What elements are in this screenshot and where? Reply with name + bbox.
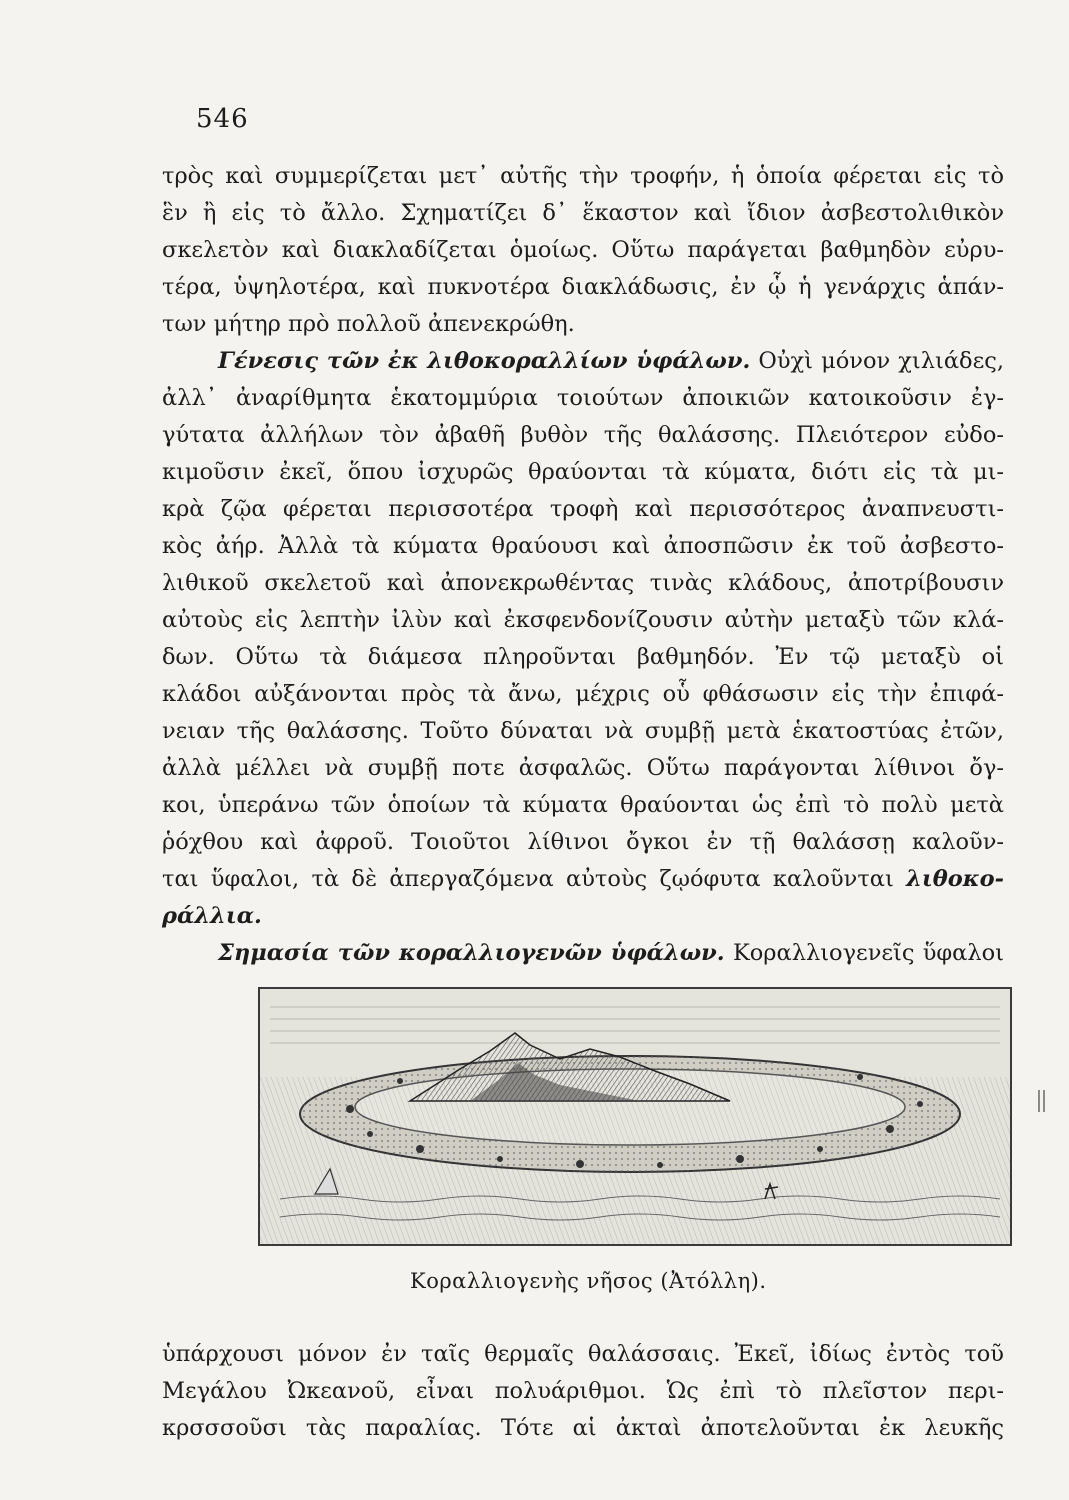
margin-mark	[1043, 1090, 1045, 1112]
text-line: των μήτηρ πρὸ πολλοῦ ἀπενεκρώθη.	[162, 311, 575, 337]
term: λιθοκο-	[906, 866, 1004, 892]
section-heading-line	[218, 345, 1004, 377]
text-line: κρσσσοῦσι τὰς παραλίας. Τότε αἱ ἀκταὶ ἀποτελοῦνται ἐκ λευκῆς	[162, 1415, 1004, 1441]
text-line: κὸς ἀήρ. Ἀλλὰ τὰ κύματα θραύουσι καὶ ἀποσπῶσιν ἐκ τοῦ ἀσβεστο-	[162, 533, 1004, 559]
page-number: 546	[196, 104, 249, 134]
text-run: Οὐχὶ μόνον χιλιάδες,	[758, 348, 1004, 374]
atoll-illustration	[258, 987, 1012, 1246]
text-line	[162, 863, 1004, 895]
text-line: τέρα, ὑψηλοτέρα, καὶ πυκνοτέρα διακλάδωσις, ἐν ᾧ ἡ γενάρχις ἁπάν-	[162, 274, 1004, 300]
text-line: ὑπάρχουσι μόνον ἐν ταῖς θερμαῖς θαλάσσαις. Ἐκεῖ, ἰδίως ἐντὸς τοῦ	[162, 1341, 1004, 1367]
text-line: κλάδοι αὐξάνονται πρὸς τὰ ἄνω, μέχρις οὗ φθάσωσιν εἰς τὴν ἐπιφά-	[162, 681, 1004, 707]
text-line: ἓν ἢ εἰς τὸ ἄλλο. Σχηματίζει δ᾽ ἕκαστον καὶ ἴδιον ἀσβεστολιθικὸν	[162, 200, 1004, 226]
text-line: δων. Οὕτω τὰ διάμεσα πληροῦνται βαθμηδόν. Ἐν τῷ μεταξὺ οἱ	[162, 644, 1004, 670]
text-line: τρὸς καὶ συμμερίζεται μετ᾽ αὐτῆς τὴν τροφήν, ἡ ὁποία φέρεται εἰς τὸ	[162, 163, 1004, 189]
text-line: κρὰ ζῷα φέρεται περισσοτέρα τροφὴ καὶ περισσότερος ἀναπνευστι-	[162, 496, 1004, 522]
term-continuation: ράλλια.	[162, 903, 262, 929]
figure-caption: Κοραλλιογενὴς νῆσος (Ἀτόλλη).	[410, 1269, 767, 1293]
text-line: ῥόχθου καὶ ἀφροῦ. Τοιοῦτοι λίθινοι ὄγκοι ἐν τῇ θαλάσσῃ καλοῦν-	[162, 829, 1004, 855]
section-heading-line	[218, 937, 1004, 969]
text-line: λιθικοῦ σκελετοῦ καὶ ἀπονεκρωθέντας τινὰς κλάδους, ἀποτρίβουσιν	[162, 570, 1004, 596]
text-line: γύτατα ἀλλήλων τὸν ἀβαθῆ βυθὸν τῆς θαλάσσης. Πλειότερον εὐδο-	[162, 422, 1004, 448]
text-line: ἀλλ᾽ ἀναρίθμητα ἑκατομμύρια τοιούτων ἀποικιῶν κατοικοῦσιν ἐγ-	[162, 385, 1004, 411]
text-run: Κοραλλιογενεῖς ὕφαλοι	[732, 940, 1005, 966]
text-line: σκελετὸν καὶ διακλαδίζεται ὁμοίως. Οὕτω παράγεται βαθμηδὸν εὐρυ-	[162, 237, 1004, 263]
text-line: Μεγάλου Ὠκεανοῦ, εἶναι πολυάριθμοι. Ὡς ἐπὶ τὸ πλεῖστον περι-	[162, 1378, 1004, 1404]
margin-mark	[1038, 1090, 1040, 1112]
text-line: αὐτοὺς εἰς λεπτὴν ἰλὺν καὶ ἐκσφενδονίζουσιν αὐτὴν μεταξὺ τῶν κλά-	[162, 607, 1004, 633]
text-run: ται ὕφαλοι, τὰ δὲ ἀπεργαζόμενα αὐτοὺς ζῳόφυτα καλοῦνται	[162, 866, 894, 892]
section-heading: Σημασία τῶν κοραλλιογενῶν ὑφάλων.	[218, 940, 725, 966]
text-line: κοι, ὑπεράνω τῶν ὁποίων τὰ κύματα θραύονται ὡς ἐπὶ τὸ πολὺ μετὰ	[162, 792, 1004, 818]
text-line: νειαν τῆς θαλάσσης. Τοῦτο δύναται νὰ συμβῇ μετὰ ἑκατοστύας ἐτῶν,	[162, 718, 1004, 744]
text-line: ἀλλὰ μέλλει νὰ συμβῇ ποτε ἀσφαλῶς. Οὕτω παράγονται λίθινοι ὄγ-	[162, 755, 1004, 781]
text-line: κιμοῦσιν ἐκεῖ, ὅπου ἰσχυρῶς θραύονται τὰ κύματα, διότι εἰς τὰ μι-	[162, 459, 1004, 485]
section-heading: Γένεσις τῶν ἐκ λιθοκοραλλίων ὑφάλων.	[218, 348, 751, 374]
